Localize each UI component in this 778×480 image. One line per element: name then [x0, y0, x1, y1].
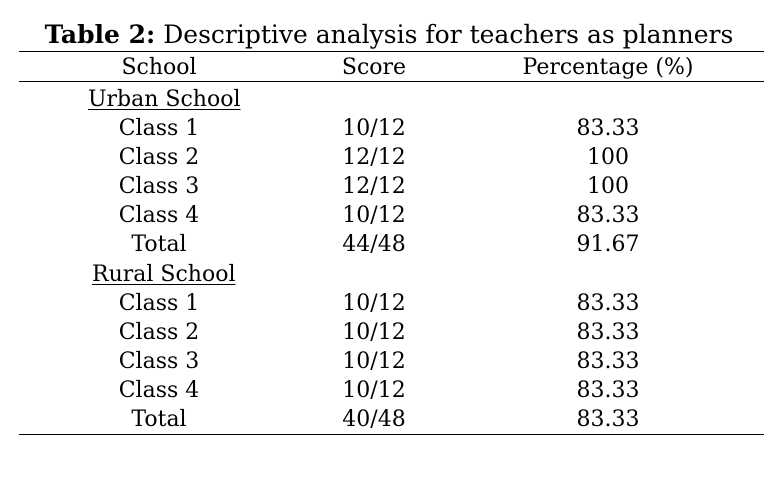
row-score-total: 40/48	[342, 407, 406, 432]
column-header-school: School	[121, 55, 197, 80]
row-score: 10/12	[342, 349, 406, 374]
row-score-total: 44/48	[342, 232, 406, 257]
row-score: 10/12	[342, 116, 406, 141]
row-percentage: 83.33	[576, 349, 640, 374]
column-header-percentage: Percentage (%)	[522, 55, 694, 80]
row-percentage: 83.33	[576, 203, 640, 228]
row-score: 12/12	[342, 174, 406, 199]
row-percentage: 83.33	[576, 291, 640, 316]
row-percentage: 83.33	[576, 378, 640, 403]
table-caption-text: Descriptive analysis for teachers as planners	[155, 20, 734, 49]
table-caption-lead: Table 2:	[44, 20, 156, 49]
row-label: Class 2	[118, 320, 200, 345]
group-label-rural: Rural School	[92, 262, 236, 287]
column-header-score: Score	[341, 55, 407, 80]
table-bottom-rule	[19, 434, 764, 435]
row-percentage: 100	[587, 145, 629, 170]
row-score: 10/12	[342, 320, 406, 345]
row-score: 12/12	[342, 145, 406, 170]
table-top-rule	[19, 51, 764, 52]
row-score: 10/12	[342, 203, 406, 228]
table-caption	[0, 18, 778, 52]
row-score: 10/12	[342, 378, 406, 403]
row-percentage: 100	[587, 174, 629, 199]
row-label-total: Total	[131, 407, 187, 432]
row-label: Class 1	[118, 291, 200, 316]
header-rule	[19, 81, 764, 82]
row-label: Class 2	[118, 145, 200, 170]
row-percentage: 83.33	[576, 320, 640, 345]
row-label: Class 4	[118, 378, 200, 403]
row-score: 10/12	[342, 291, 406, 316]
row-percentage: 83.33	[576, 116, 640, 141]
row-label: Class 1	[118, 116, 200, 141]
row-percentage-total: 91.67	[576, 232, 640, 257]
row-label: Class 3	[118, 174, 200, 199]
row-percentage-total: 83.33	[576, 407, 640, 432]
row-label-total: Total	[131, 232, 187, 257]
row-label: Class 3	[118, 349, 200, 374]
group-label-urban: Urban School	[88, 87, 241, 112]
row-label: Class 4	[118, 203, 200, 228]
